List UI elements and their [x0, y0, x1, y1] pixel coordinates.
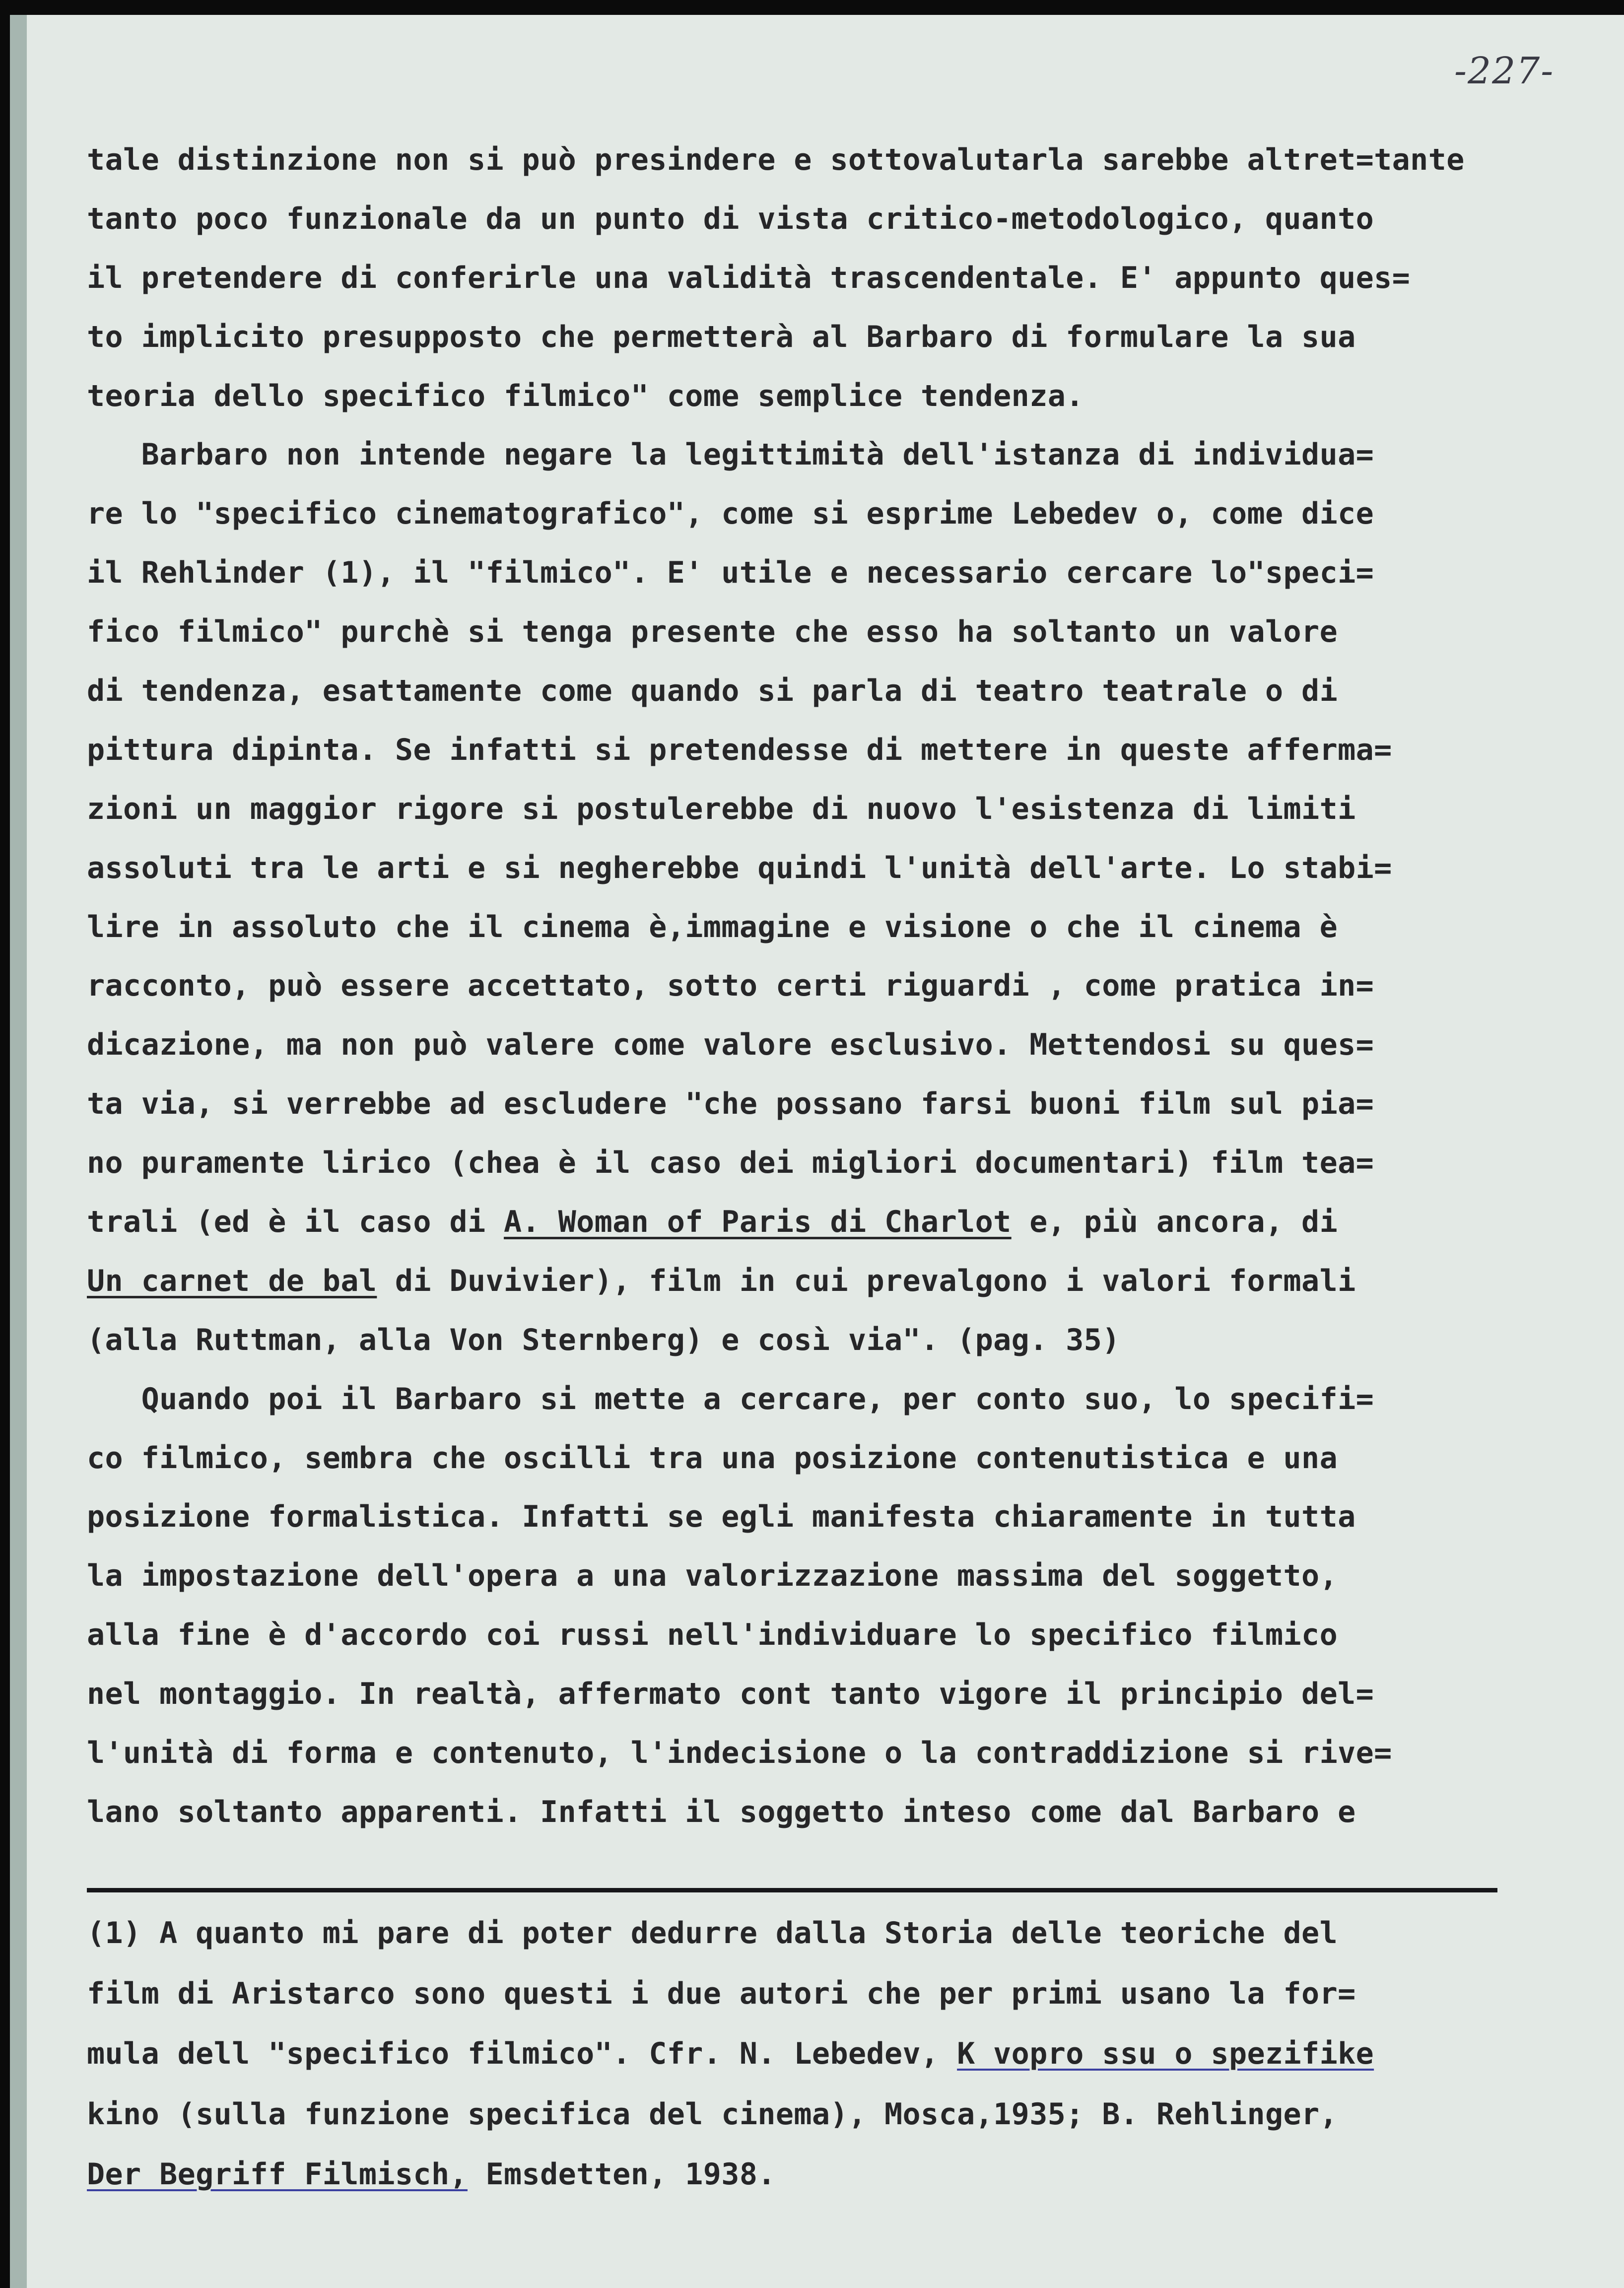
text-line: nel montaggio. In realtà, affermato cont tanto vigore il principio del= [87, 1677, 1374, 1712]
text-line: re lo "specifico cinematografico", come si esprime Lebedev o, come dice [87, 496, 1374, 532]
text-line: fico filmico" purchè si tenga presente che esso ha soltanto un valore [87, 614, 1338, 650]
footnote-separator [87, 1888, 1497, 1892]
text-line: la impostazione dell'opera a una valorizzazione massima del soggetto, [87, 1558, 1338, 1594]
text-line: teoria dello specifico filmico" come semplice tendenza. [87, 378, 1084, 413]
page-binding-edge [10, 15, 27, 2288]
text-line: lano soltanto apparenti. Infatti il soggetto inteso come dal Barbaro e [87, 1794, 1356, 1829]
underlined-film-title: Un carnet de bal [87, 1263, 377, 1298]
text-line: pittura dipinta. Se infatti si pretendesse di mettere in queste afferma= [87, 732, 1392, 767]
text-line: posizione formalistica. Infatti se egli manifesta chiaramente in tutta [87, 1499, 1356, 1535]
text-line: racconto, può essere accettato, sotto certi riguardi , come pratica in= [87, 968, 1374, 1004]
text-line: assoluti tra le arti e si negherebbe quindi l'unità dell'arte. Lo stabi= [87, 850, 1392, 885]
text-line: di tendenza, esattamente come quando si parla di teatro teatrale o di [87, 673, 1338, 709]
text-line: dicazione, ma non può valere come valore esclusivo. Mettendosi su ques= [87, 1027, 1374, 1063]
text-line: Barbaro non intende negare la legittimità dell'istanza di individua= [87, 437, 1374, 472]
text-line: tanto poco funzionale da un punto di vista critico-metodologico, quanto [87, 201, 1374, 236]
underlined-film-title: A. Woman of Paris di Charlot [504, 1205, 1012, 1240]
text-line: to implicito presupposto che permetterà al Barbaro di formulare la sua [87, 319, 1356, 354]
document-page [10, 15, 1624, 2288]
underlined-book-title: K vopro ssu o spezifike [957, 2036, 1374, 2071]
text-line: trali (ed è il caso di A. Woman of Paris di Charlot e, più ancora, di [87, 1205, 1338, 1240]
text-line: lire in assoluto che il cinema è,immagine e visione o che il cinema è [87, 909, 1338, 944]
footnote-line: kino (sulla funzione specifica del cinema), Mosca,1935; B. Rehlinger, [87, 2096, 1338, 2132]
text-line: ta via, si verrebbe ad escludere "che possano farsi buoni film sul pia= [87, 1086, 1374, 1122]
text-line: zioni un maggior rigore si postulerebbe di nuovo l'esistenza di limiti [87, 791, 1356, 826]
footnote [87, 1918, 1616, 2220]
text-line: tale distinzione non si può presindere e sottovalutarla sarebbe altret=tante [87, 142, 1465, 177]
text-line: no puramente lirico (chea è il caso dei migliori documentari) film tea= [87, 1145, 1374, 1181]
page-number: -227- [1454, 50, 1555, 92]
text-line: (alla Ruttman, alla Von Sternberg) e così via". (pag. 35) [87, 1322, 1120, 1357]
footnote-line: mula dell "specifico filmico". Cfr. N. Lebedev, K vopro ssu o spezifike [87, 2036, 1374, 2071]
text-line: co filmico, sembra che oscilli tra una posizione contenutistica e una [87, 1440, 1338, 1476]
text-line: Quando poi il Barbaro si mette a cercare, per conto suo, lo specifi= [87, 1381, 1374, 1416]
text-line: il Rehlinder (1), il "filmico". E' utile e necessario cercare lo"speci= [87, 555, 1374, 591]
footnote-line: Der Begriff Filmisch, Emsdetten, 1938. [87, 2157, 776, 2192]
footnote-line: film di Aristarco sono questi i due autori che per primi usano la for= [87, 1976, 1356, 2011]
text-line: il pretendere di conferirle una validità trascendentale. E' appunto ques= [87, 260, 1411, 295]
text-line: Un carnet de bal di Duvivier), film in cui prevalgono i valori formali [87, 1263, 1356, 1298]
text-line: l'unità di forma e contenuto, l'indecisione o la contraddizione si rive= [87, 1736, 1392, 1771]
body-text [87, 142, 1616, 1856]
footnote-line: (1) A quanto mi pare di poter dedurre dalla Storia delle teoriche del [87, 1916, 1338, 1951]
text-line: alla fine è d'accordo coi russi nell'individuare lo specifico filmico [87, 1617, 1338, 1653]
underlined-book-title: Der Begriff Filmisch, [87, 2157, 468, 2192]
